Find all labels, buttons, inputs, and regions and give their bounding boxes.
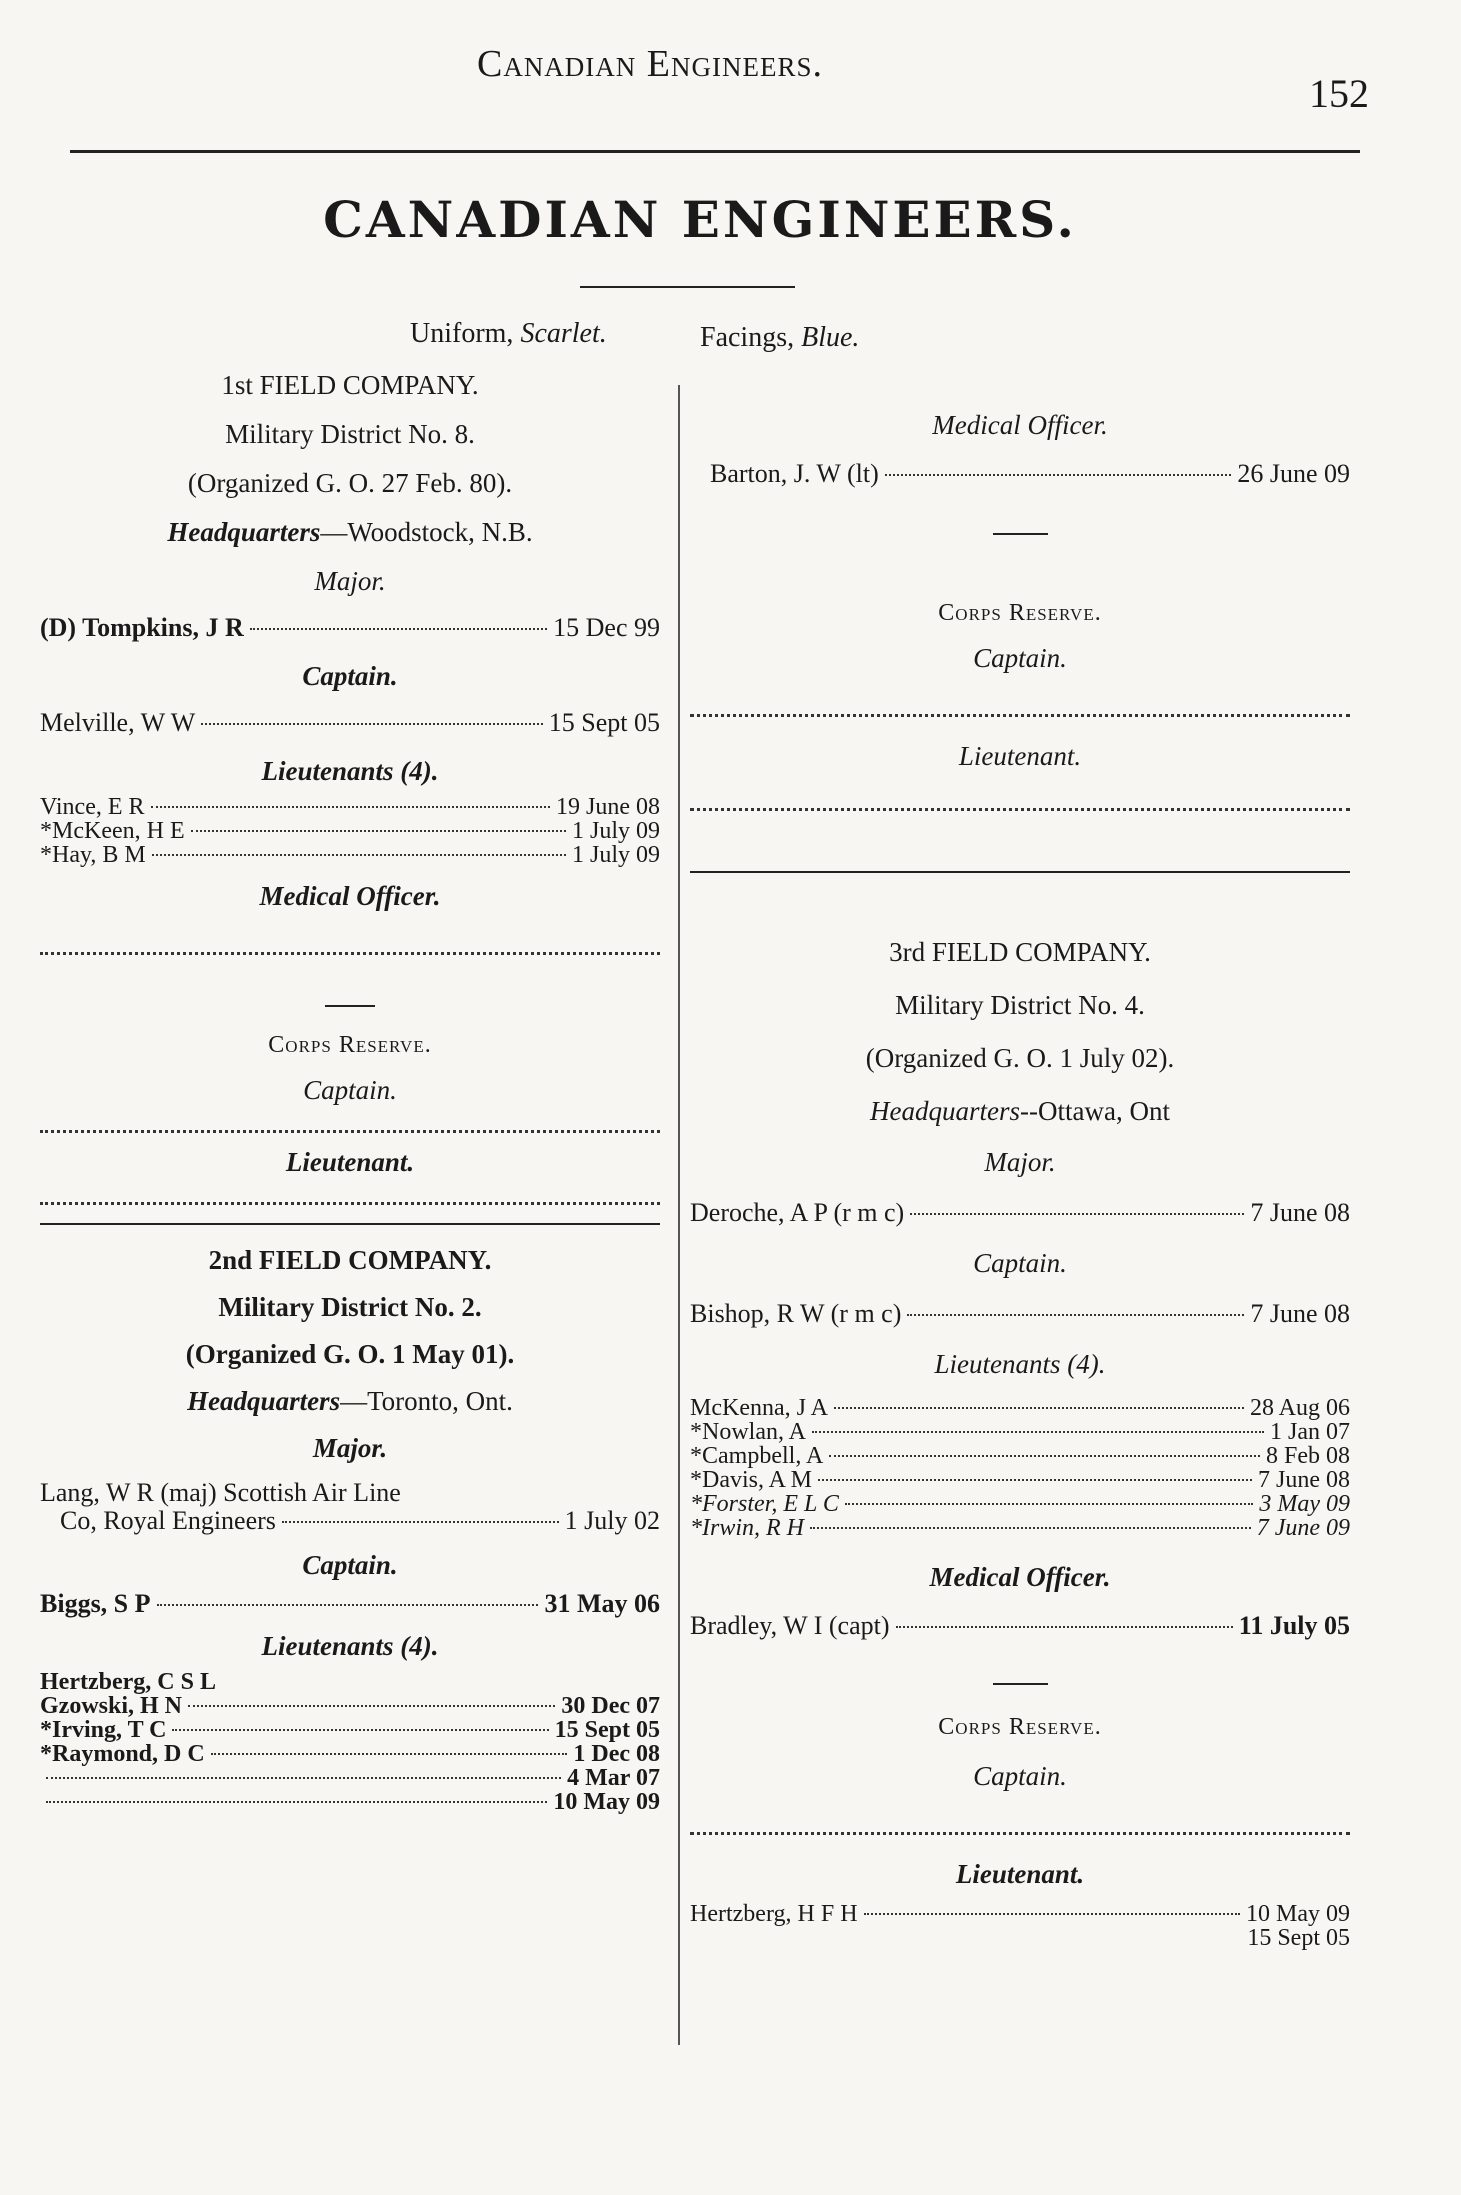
entry-name-cont: Co, Royal Engineers bbox=[60, 1506, 276, 1535]
page-title: CANADIAN ENGINEERS. bbox=[323, 190, 1077, 249]
uniform-value: Scarlet. bbox=[520, 318, 607, 349]
list-item: *Campbell, A 8 Feb 08 bbox=[690, 1443, 1350, 1469]
facings-line bbox=[700, 322, 859, 354]
leader-dots bbox=[201, 723, 543, 725]
entry-date: 26 June 09 bbox=[1237, 459, 1350, 488]
running-head: Canadian Engineers. bbox=[476, 43, 824, 85]
company2-headquarters bbox=[40, 1388, 660, 1415]
company2-corps-reserve: Corps Reserve. bbox=[938, 600, 1102, 626]
leader-dots bbox=[885, 474, 1232, 476]
leader-dots bbox=[250, 628, 547, 630]
left-column bbox=[40, 360, 660, 1814]
company3-major-entry bbox=[690, 1200, 1350, 1226]
company1-lieutenants-list bbox=[40, 795, 660, 867]
page-number: 152 bbox=[1309, 71, 1369, 116]
company3-organized: (Organized G. O. 1 July 02). bbox=[865, 1043, 1175, 1073]
entry-name: Bradley, W I (capt) bbox=[690, 1611, 890, 1640]
list-item: Vince, E R 19 June 08 bbox=[40, 794, 660, 820]
list-item: *Nowlan, A 1 Jan 07 bbox=[690, 1419, 1350, 1445]
section-rule bbox=[993, 533, 1048, 535]
entry-name: Deroche, A P (r m c) bbox=[690, 1198, 905, 1227]
company2-captain-heading: Captain. bbox=[302, 1550, 398, 1580]
list-item: 15 Sept 05 bbox=[1247, 1925, 1350, 1951]
entry-date: 1 July 02 bbox=[564, 1506, 660, 1535]
uniform-line bbox=[410, 318, 607, 350]
company3-district: Military District No. 4. bbox=[895, 990, 1145, 1020]
company1-medical-heading: Medical Officer. bbox=[259, 881, 441, 911]
column-divider bbox=[678, 385, 680, 2045]
entry-name: Melville, W W bbox=[40, 708, 196, 737]
company3-major-heading: Major. bbox=[984, 1147, 1056, 1177]
company1-lieutenants-heading: Lieutenants (4). bbox=[261, 756, 439, 786]
company2-major-heading: Major. bbox=[312, 1433, 388, 1463]
list-item: *Forster, E L C 3 May 09 bbox=[690, 1491, 1350, 1517]
company2-reserve-lieutenant-heading: Lieutenant. bbox=[958, 741, 1082, 771]
company3-medical-entry bbox=[690, 1613, 1350, 1639]
company3-hq-label: Headquarters bbox=[870, 1096, 1021, 1126]
company1-hq-label: Headquarters bbox=[167, 517, 321, 547]
list-item: Hertzberg, C S L bbox=[40, 1669, 216, 1695]
company3-reserve-lieutenant-list bbox=[690, 1902, 1350, 1950]
company3-hq-value: --Ottawa, Ont bbox=[1020, 1096, 1170, 1126]
company2-lieutenants-list bbox=[40, 1670, 660, 1814]
company2-lieutenants-heading: Lieutenants (4). bbox=[261, 1631, 439, 1661]
entry-name: Bishop, R W (r m c) bbox=[690, 1299, 902, 1328]
list-item: *Irwin, R H 7 June 09 bbox=[690, 1515, 1350, 1541]
entry-date: 7 June 08 bbox=[1250, 1198, 1350, 1227]
list-item: Hertzberg, H F H 10 May 09 bbox=[690, 1901, 1350, 1927]
company3-reserve-lieutenant-heading: Lieutenant. bbox=[955, 1859, 1085, 1889]
company3-captain-entry bbox=[690, 1301, 1350, 1327]
list-item: *Hay, B M 1 July 09 bbox=[40, 842, 660, 868]
header-rule bbox=[70, 150, 1360, 153]
facings-value: Blue. bbox=[801, 322, 860, 353]
company1-headquarters bbox=[40, 519, 660, 546]
company2-hq-label: Headquarters bbox=[187, 1386, 341, 1416]
company2-organized: (Organized G. O. 1 May 01). bbox=[185, 1339, 515, 1369]
dotted-line bbox=[690, 712, 1350, 717]
company1-captain-entry bbox=[40, 710, 660, 736]
dotted-line bbox=[40, 1128, 660, 1133]
section-rule bbox=[993, 1683, 1048, 1685]
company2-major-entry bbox=[40, 1478, 660, 1534]
company3-headquarters bbox=[690, 1098, 1350, 1125]
company3-lieutenants-heading: Lieutenants (4). bbox=[934, 1349, 1106, 1379]
section-rule bbox=[325, 1005, 375, 1007]
leader-dots bbox=[896, 1626, 1233, 1628]
company3-medical-heading: Medical Officer. bbox=[929, 1562, 1111, 1592]
company3-lieutenants-list bbox=[690, 1396, 1350, 1540]
company2-district: Military District No. 2. bbox=[218, 1292, 482, 1322]
section-rule bbox=[40, 1223, 660, 1225]
title-rule bbox=[580, 286, 795, 288]
company1-district: Military District No. 8. bbox=[225, 419, 475, 449]
company3-name: 3rd FIELD COMPANY. bbox=[889, 937, 1151, 967]
list-item: *McKeen, H E 1 July 09 bbox=[40, 818, 660, 844]
section-rule bbox=[690, 871, 1350, 873]
dotted-line bbox=[690, 806, 1350, 811]
entry-name: (D) Tompkins, J R bbox=[40, 613, 244, 642]
entry-name: Biggs, S P bbox=[40, 1589, 151, 1618]
company1-captain-heading: Captain. bbox=[302, 661, 398, 691]
company1-name: 1st FIELD COMPANY. bbox=[221, 370, 479, 400]
leader-dots bbox=[282, 1521, 559, 1523]
list-item: *Davis, A M 7 June 08 bbox=[690, 1467, 1350, 1493]
leader-dots bbox=[910, 1213, 1244, 1215]
dotted-line bbox=[40, 950, 660, 955]
company1-reserve-captain-heading: Captain. bbox=[303, 1075, 397, 1105]
list-item: 10 May 09 bbox=[40, 1790, 660, 1814]
leader-dots bbox=[157, 1604, 539, 1606]
company1-hq-value: —Woodstock, N.B. bbox=[320, 517, 533, 547]
company1-reserve-lieutenant-heading: Lieutenant. bbox=[285, 1147, 415, 1177]
company1-major-entry bbox=[40, 615, 660, 641]
company1-corps-reserve: Corps Reserve. bbox=[268, 1032, 432, 1058]
entry-date: 31 May 06 bbox=[544, 1589, 660, 1618]
company2-reserve-captain-heading: Captain. bbox=[973, 643, 1067, 673]
entry-date: 11 July 05 bbox=[1238, 1611, 1350, 1640]
dotted-line bbox=[40, 1200, 660, 1205]
uniform-label: Uniform, bbox=[410, 318, 514, 349]
right-column bbox=[690, 360, 1350, 1950]
company3-reserve-captain-heading: Captain. bbox=[973, 1761, 1067, 1791]
company2-medical-heading: Medical Officer. bbox=[932, 410, 1108, 440]
entry-date: 15 Sept 05 bbox=[548, 708, 660, 737]
entry-date: 15 Dec 99 bbox=[553, 613, 660, 642]
company2-hq-value: —Toronto, Ont. bbox=[340, 1386, 513, 1416]
company2-captain-entry bbox=[40, 1591, 660, 1617]
list-item: McKenna, J A 28 Aug 06 bbox=[690, 1395, 1350, 1421]
company2-medical-entry bbox=[690, 461, 1350, 487]
entry-name: Barton, J. W (lt) bbox=[710, 459, 879, 488]
list-item: Gzowski, H N 30 Dec 07 bbox=[40, 1693, 660, 1719]
list-item: 4 Mar 07 bbox=[40, 1766, 660, 1790]
company3-corps-reserve: Corps Reserve. bbox=[938, 1714, 1102, 1740]
company1-major-heading: Major. bbox=[314, 566, 386, 596]
entry-line bbox=[40, 1508, 660, 1534]
leader-dots bbox=[907, 1314, 1244, 1316]
facings-label: Facings, bbox=[700, 322, 795, 353]
company2-name: 2nd FIELD COMPANY. bbox=[208, 1245, 492, 1275]
list-item: *Raymond, D C 1 Dec 08 bbox=[40, 1741, 660, 1767]
dotted-line bbox=[690, 1830, 1350, 1835]
list-item: *Irving, T C 15 Sept 05 bbox=[40, 1717, 660, 1743]
entry-name: Lang, W R (maj) Scottish Air Line bbox=[40, 1478, 401, 1507]
entry-date: 7 June 08 bbox=[1250, 1299, 1350, 1328]
company3-captain-heading: Captain. bbox=[973, 1248, 1067, 1278]
company1-organized: (Organized G. O. 27 Feb. 80). bbox=[187, 468, 513, 498]
